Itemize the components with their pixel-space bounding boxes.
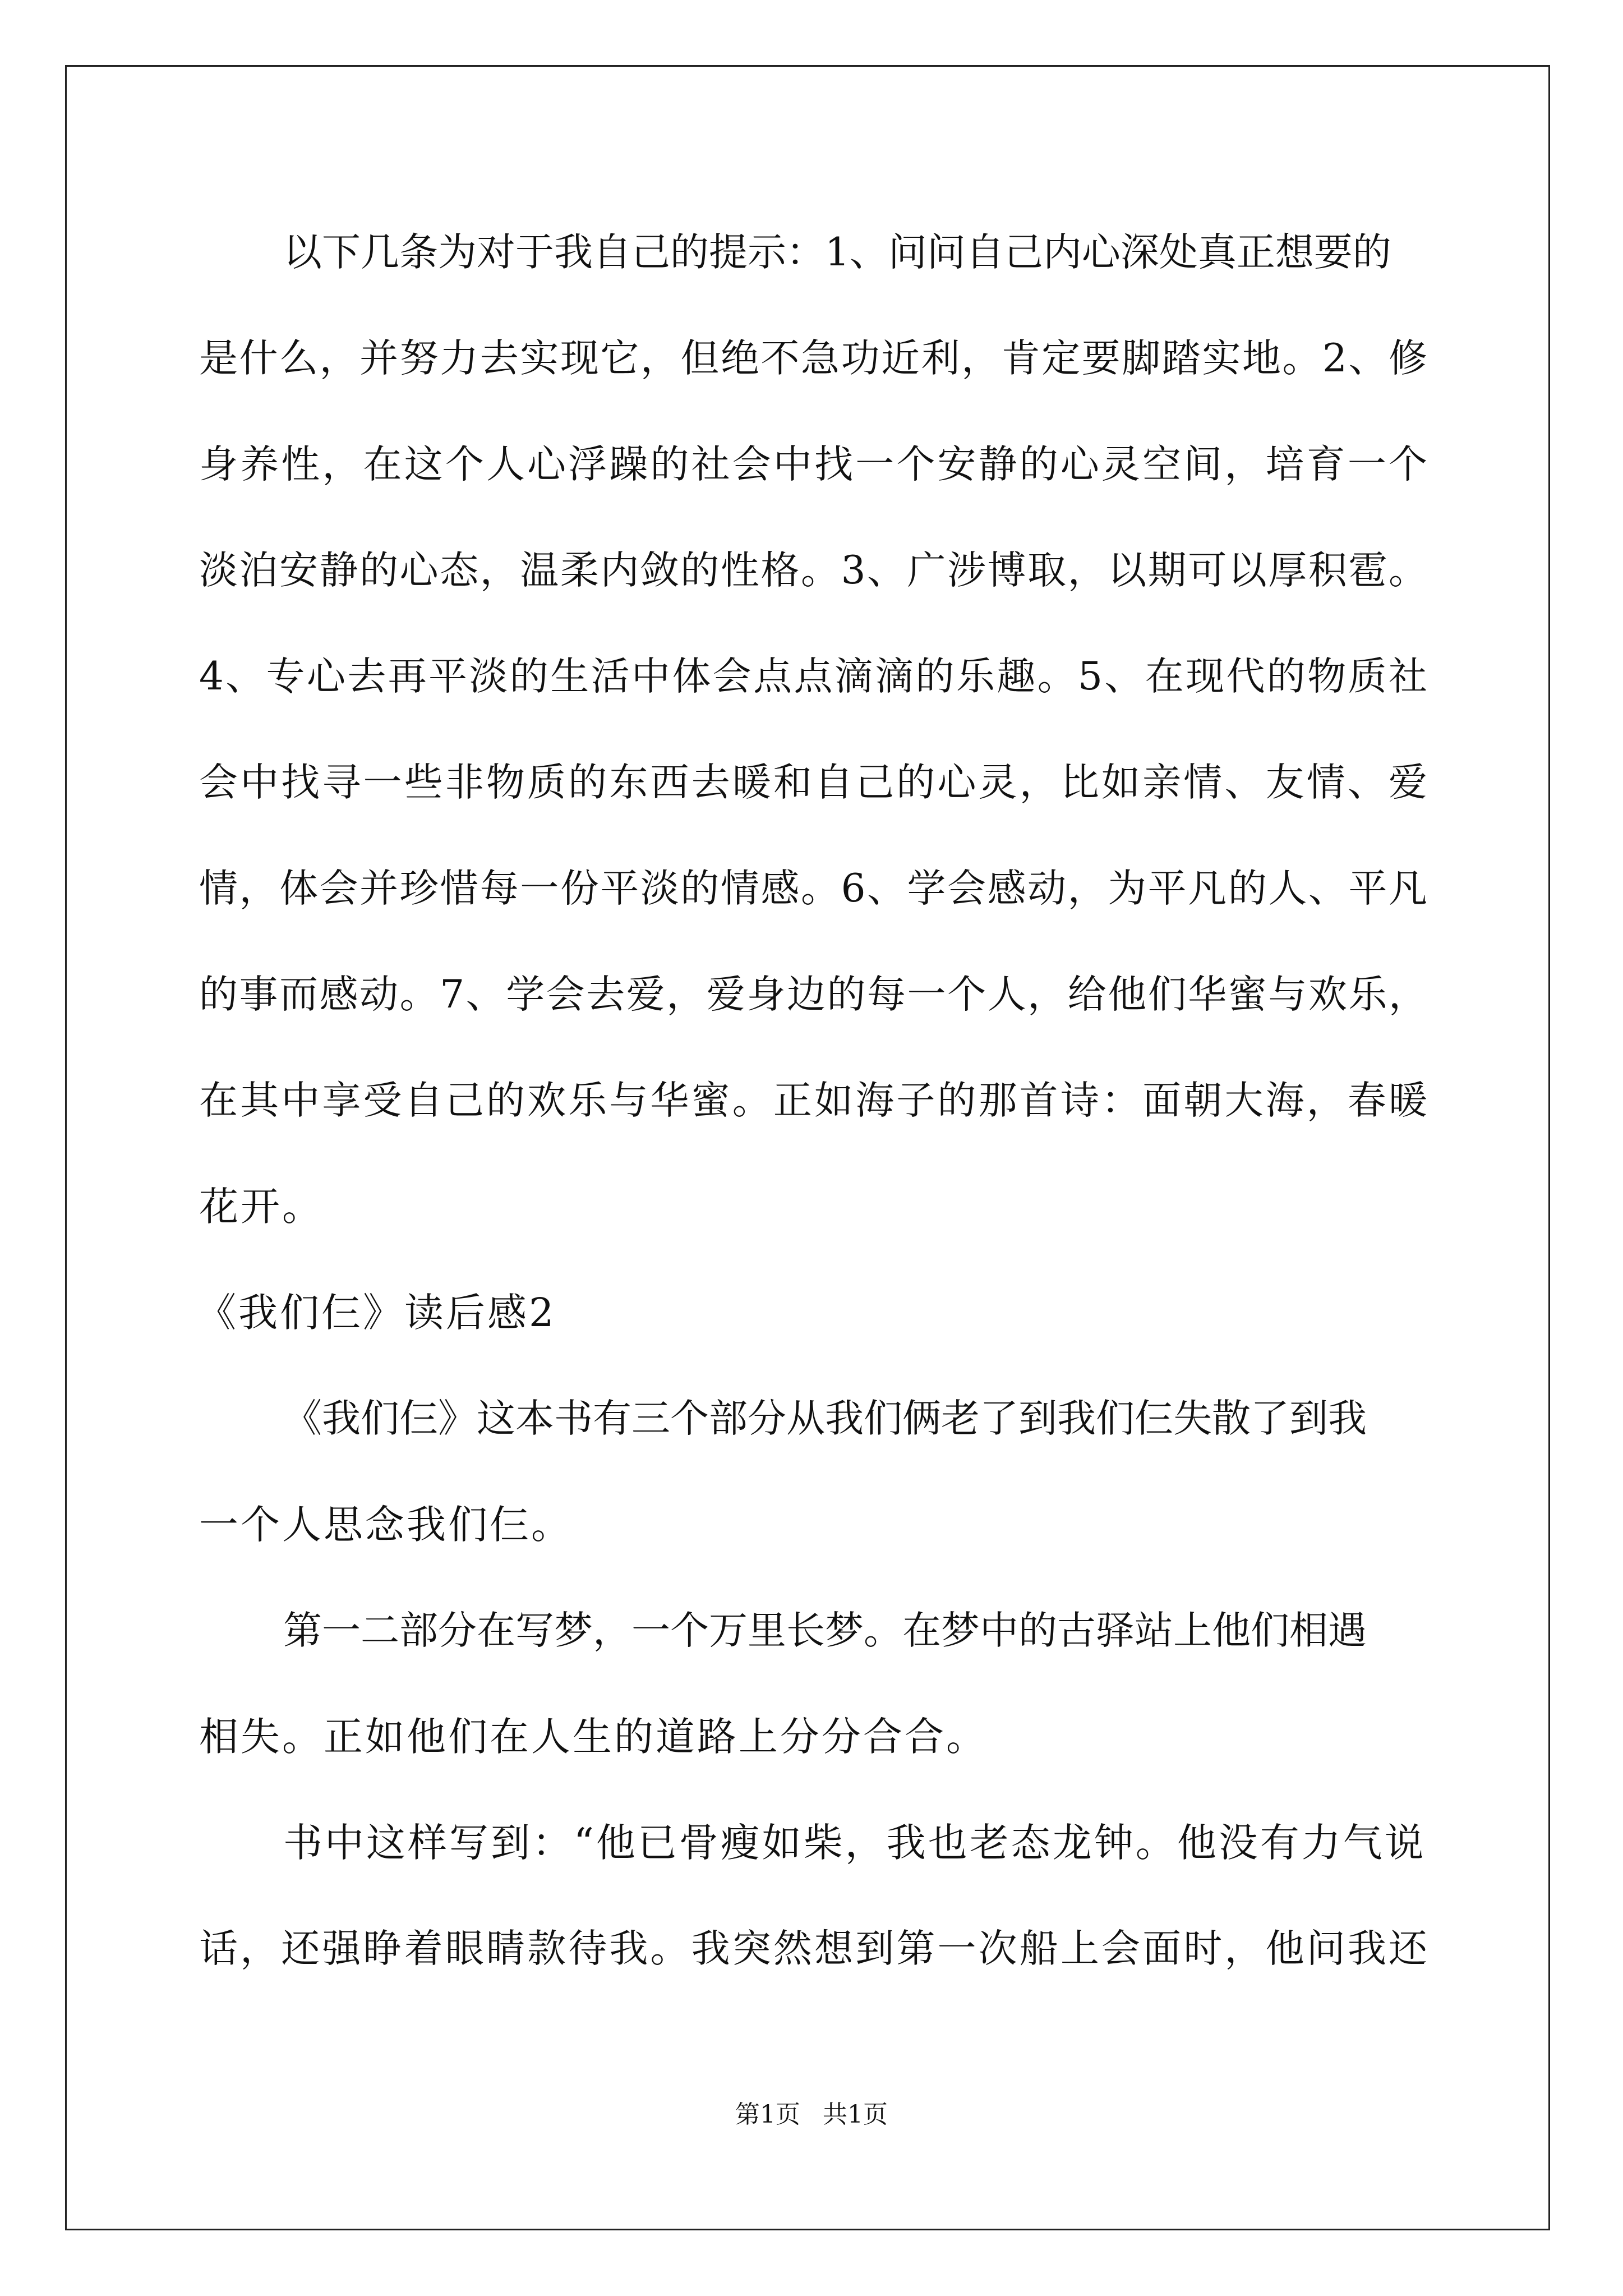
paragraph-line: 话，还强睁着眼睛款待我。我突然想到第一次船上会面时，他问我还 (199, 1926, 1427, 1971)
paragraph-line: 情，体会并珍惜每一份平淡的情感。6、学会感动，为平凡的人、平凡 (199, 866, 1427, 911)
paragraph-line: 第一二部分在写梦，一个万里长梦。在梦中的古驿站上他们相遇 (283, 1608, 1367, 1653)
paragraph-line: 《我们仨》这本书有三个部分从我们俩老了到我们仨失散了到我 (283, 1396, 1367, 1441)
paragraph-line: 4、专心去再平淡的生活中体会点点滴滴的乐趣。5、在现代的物质社 (199, 654, 1427, 699)
section-heading: 《我们仨》读后感2 (197, 1290, 556, 1336)
document-body (199, 202, 1427, 2004)
paragraph-line: 身养性，在这个人心浮躁的社会中找一个安静的心灵空间，培育一个 (199, 442, 1427, 487)
paragraph-line: 以下几条为对于我自己的提示：1、问问自己内心深处真正想要的 (283, 230, 1391, 275)
paragraph-line: 会中找寻一些非物质的东西去暖和自己的心灵，比如亲情、友情、爱 (199, 760, 1427, 805)
paragraph-line: 是什么，并努力去实现它，但绝不急功近利，肯定要脚踏实地。2、修 (199, 336, 1427, 381)
paragraph-line: 淡泊安静的心态，温柔内敛的性格。3、广涉博取，以期可以厚积雹。 (199, 548, 1427, 593)
paragraph-line: 相失。正如他们在人生的道路上分分合合。 (199, 1714, 988, 1760)
page-number-current: 第1页 (735, 2100, 800, 2129)
paragraph-line: 花开。 (199, 1184, 324, 1230)
paragraph-line: 在其中享受自己的欢乐与华蜜。正如海子的那首诗：面朝大海，春暖 (199, 1078, 1427, 1123)
paragraph-line: 书中这样写到：“他已骨瘦如柴，我也老态龙钟。他没有力气说 (283, 1820, 1426, 1866)
page-number-total: 共1页 (823, 2100, 888, 2129)
page-footer (0, 2098, 1623, 2132)
paragraph-line: 一个人思念我们仨。 (199, 1502, 573, 1548)
paragraph-line: 的事而感动。7、学会去爱，爱身边的每一个人，给他们华蜜与欢乐， (199, 972, 1427, 1017)
